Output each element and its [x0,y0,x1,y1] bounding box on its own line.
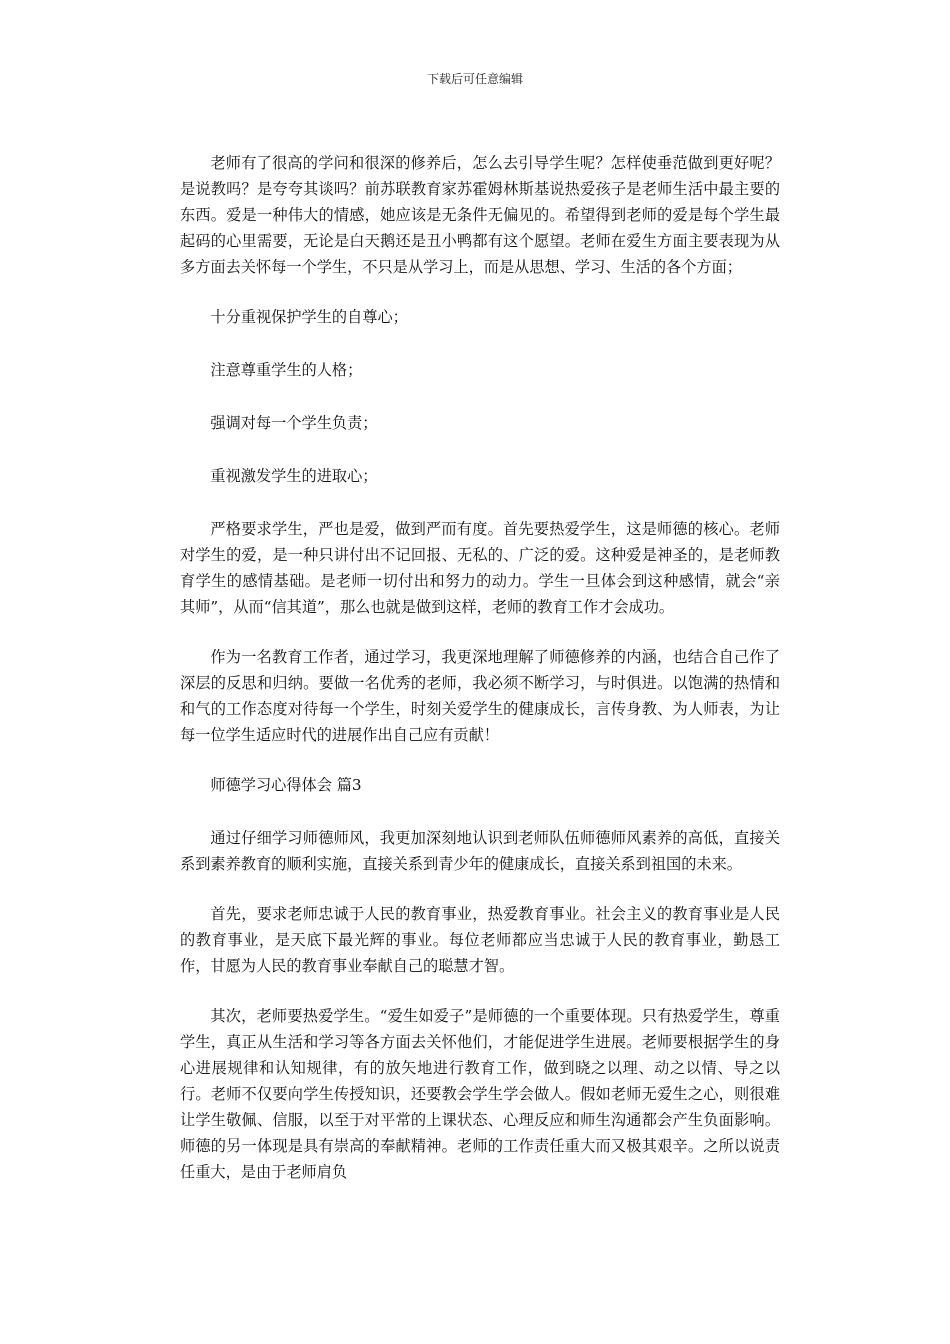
list-item-respect-personality: 注意尊重学生的人格； [210,361,363,379]
paragraph-second-love: 其次，老师要热爱学生。“爱生如爱子”是师德的一个重要体现。只有热爱学生，尊重学生，真正从生活和学习等各方面去关怀他们，才能促进学生进展。老师要根据学生的身心进展规律和认知规律，有的放矢地进行教育工作，做到晓之以理、动之以情、导之以行。老师不仅要向学生传授知识，还要教会学生学会做人。假如老师无爱生之心，则很难让学生敬佩、信服，以至于对平常的上课状态、心理反应和师生沟通都会产生负面影响。师德的另一体现是具有崇高的奉献精神。老师的工作责任重大而又极其艰辛。之所以说责任重大，是由于老师肩负 [180,1007,780,1181]
paragraph-strict-requirements: 严格要求学生，严也是爱，做到严而有度。首先要热爱学生，这是师德的核心。老师对学生的爱，是一种只讲付出不记回报、无私的、广泛的爱。这种爱是神圣的，是老师教育学生的感情基础。是老师一切付出和努力的动力。学生一旦体会到这种感情，就会“亲其师”，从而“信其道”，那么也就是做到这样，老师的教育工作才会成功。 [180,520,780,616]
page-header: 下载后可任意编辑 [426,72,523,86]
paragraph-educator-reflection: 作为一名教育工作者，通过学习，我更深地理解了师德修养的内涵，也结合自己作了深层的反思和归纳。要做一名优秀的老师，我必须不断学习，与时俱进。以饱满的热情和和气的工作态度对待每一个学生，时刻关爱学生的健康成长，言传身教、为人师表，为让每一位学生适应时代的进展作出自己应有贡献！ [180,648,780,744]
list-item-self-esteem: 十分重视保护学生的自尊心； [210,308,408,326]
list-item-responsibility: 强调对每一个学生负责； [210,414,378,432]
section-heading: 师德学习心得体会 篇3 [210,776,362,794]
paragraph-first-loyalty: 首先，要求老师忠诚于人民的教育事业，热爱教育事业。社会主义的教育事业是人民的教育事业，是天底下最光辉的事业。每位老师都应当忠诚于人民的教育事业，勤恳工作，甘愿为人民的教育事业奉献自己的聪慧才智。 [180,905,780,975]
paragraph-ethics-study: 通过仔细学习师德师风，我更加深刻地认识到老师队伍师德师风素养的高低，直接关系到素养教育的顺利实施，直接关系到青少年的健康成长，直接关系到祖国的未来。 [180,829,780,873]
list-item-motivation: 重视激发学生的进取心； [210,467,378,485]
paragraph-love-students: 老师有了很高的学问和很深的修养后，怎么去引导学生呢？怎样使垂范做到更好呢？是说教吗？是夸夸其谈吗？前苏联教育家苏霍姆林斯基说热爱孩子是老师生活中最主要的东西。爱是一种伟大的情感，她应该是无条件无偏见的。希望得到老师的爱是每个学生最起码的心里需要，无论是白天鹅还是丑小鸭都有这个愿望。老师在爱生方面主要表现为从多方面去关怀每一个学生，不只是从学习上，而是从思想、学习、生活的各个方面； [180,154,780,276]
document-body [180,150,780,1209]
